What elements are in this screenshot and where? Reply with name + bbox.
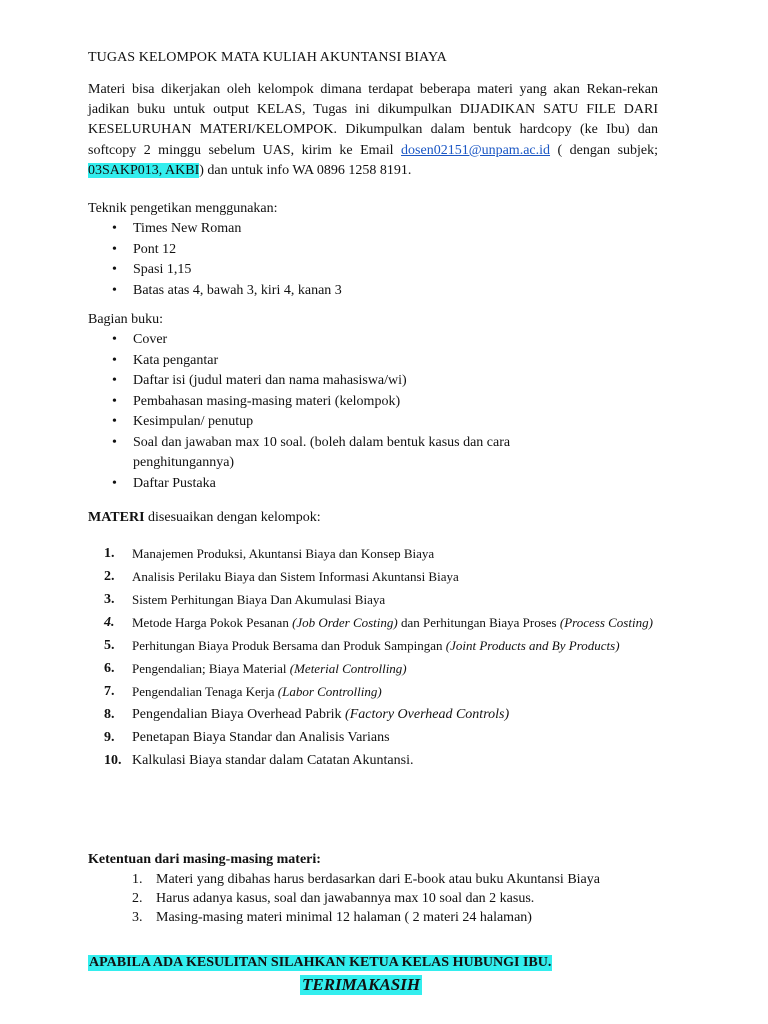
item-italic: (Labor Controlling) — [277, 684, 382, 699]
ketentuan-heading: Ketentuan dari masing-masing materi: — [88, 852, 321, 867]
item-text: Metode Harga Pokok Pesanan — [132, 615, 293, 630]
item-italic: (Joint Products and By Products) — [445, 638, 620, 653]
intro-text-1: Materi bisa dikerjakan oleh kelompok dimana terdapat beberapa materi yang akan Rekan-rekan jadikan buku untuk output KELAS, Tugas ini dikumpulkan DIJADIKAN SATU FILE DARI KESELURUHAN MATERI/KELOMPOK. Dikumpulkan dalam bentuk hardcopy (ke Ibu) dan softcopy 2 minggu sebelum UAS, kirim ke Email — [88, 82, 658, 158]
item-number: 9. — [104, 730, 115, 745]
item-italic: (Job Order Costing) — [292, 615, 398, 630]
list-item: • Batas atas 4, bawah 3, kiri 4, kanan 3 — [88, 281, 342, 302]
item-number: 10. — [104, 753, 122, 768]
item-text: Masing-masing materi minimal 12 halaman ( 2 materi 24 halaman) — [156, 910, 532, 925]
list-item: • Spasi 1,15 — [88, 260, 342, 281]
thanks-text: TERIMAKASIH — [302, 975, 421, 994]
materi-item — [88, 727, 658, 749]
item-number: 2. — [132, 891, 143, 906]
item-text: Perhitungan Biaya Produk Bersama dan Produk Sampingan — [132, 638, 446, 653]
email-link[interactable]: dosen02151@unpam.ac.id — [401, 142, 551, 158]
item-italic: (Meterial Controlling) — [289, 661, 407, 676]
item-number: 1. — [104, 546, 115, 561]
list-item: • Soal dan jawaban max 10 soal. (boleh dalam bentuk kasus dan cara penghitungannya) — [88, 433, 603, 474]
materi-heading-bold: MATERI — [88, 510, 145, 525]
intro-paragraph — [88, 80, 658, 181]
item-text: Pengendalian; Biaya Material — [132, 661, 290, 676]
bagian-label: Bagian buku: — [88, 312, 164, 327]
item-number: 8. — [104, 707, 115, 722]
teknik-label: Teknik pengetikan menggunakan: — [88, 201, 278, 216]
materi-heading-rest: disesuaikan dengan kelompok: — [144, 510, 321, 525]
materi-item — [88, 612, 658, 634]
materi-item — [88, 589, 658, 611]
materi-heading — [88, 510, 321, 526]
item-text: Manajemen Produksi, Akuntansi Biaya dan Konsep Biaya — [132, 546, 435, 561]
materi-item — [88, 704, 658, 726]
materi-item — [88, 635, 658, 657]
item-number: 4. — [104, 615, 115, 630]
materi-item — [88, 543, 658, 565]
ketentuan-list — [88, 870, 600, 927]
list-item: • Pembahasan masing-masing materi (kelompok) — [88, 392, 603, 413]
item-italic-2: (Process Costing) — [559, 615, 653, 630]
list-item: • Daftar isi (judul materi dan nama mahasiswa/wi) — [88, 371, 603, 392]
bagian-list — [88, 330, 603, 494]
item-number: 3. — [104, 592, 115, 607]
ketentuan-item — [88, 889, 600, 908]
item-italic: (Factory Overhead Controls) — [345, 707, 510, 722]
list-item: • Cover — [88, 330, 603, 351]
item-text: Kalkulasi Biaya standar dalam Catatan Akuntansi. — [132, 753, 414, 768]
item-text: Materi yang dibahas harus berdasarkan dari E-book atau buku Akuntansi Biaya — [156, 872, 600, 887]
list-item: • Kesimpulan/ penutup — [88, 412, 603, 433]
item-text-after: dan Perhitungan Biaya Proses — [397, 615, 560, 630]
materi-item — [88, 681, 658, 703]
materi-list — [88, 543, 658, 773]
list-item: • Times New Roman — [88, 219, 342, 240]
intro-text-3: ) dan untuk info WA 0896 1258 8191. — [199, 162, 412, 178]
item-number: 7. — [104, 684, 115, 699]
list-item: • Kata pengantar — [88, 351, 603, 372]
item-text: Pengendalian Biaya Overhead Pabrik — [132, 707, 346, 722]
item-number: 3. — [132, 910, 143, 925]
warning-notice: APABILA ADA KESULITAN SILAHKAN KETUA KELAS HUBUNGI IBU. — [89, 955, 552, 970]
item-number: 6. — [104, 661, 115, 676]
teknik-list — [88, 219, 342, 301]
list-item: • Pont 12 — [88, 240, 342, 261]
item-text: Harus adanya kasus, soal dan jawabannya max 10 soal dan 2 kasus. — [156, 891, 535, 906]
item-number: 5. — [104, 638, 115, 653]
ketentuan-item — [88, 870, 600, 889]
materi-item — [88, 566, 658, 588]
document-title: TUGAS KELOMPOK MATA KULIAH AKUNTANSI BIAYA — [88, 50, 447, 65]
item-text: Sistem Perhitungan Biaya Dan Akumulasi Biaya — [132, 592, 386, 607]
subject-highlight: 03SAKP013, AKBI — [88, 162, 200, 178]
materi-item — [88, 658, 658, 680]
item-number: 2. — [104, 569, 115, 584]
item-text: Pengendalian Tenaga Kerja — [132, 684, 278, 699]
item-number: 1. — [132, 872, 143, 887]
item-text: Analisis Perilaku Biaya dan Sistem Informasi Akuntansi Biaya — [132, 569, 459, 584]
intro-text-2: ( dengan subjek; — [550, 142, 659, 158]
item-text: Penetapan Biaya Standar dan Analisis Varians — [132, 730, 390, 745]
list-item: • Daftar Pustaka — [88, 474, 603, 495]
ketentuan-item — [88, 908, 600, 927]
materi-item — [88, 750, 658, 772]
